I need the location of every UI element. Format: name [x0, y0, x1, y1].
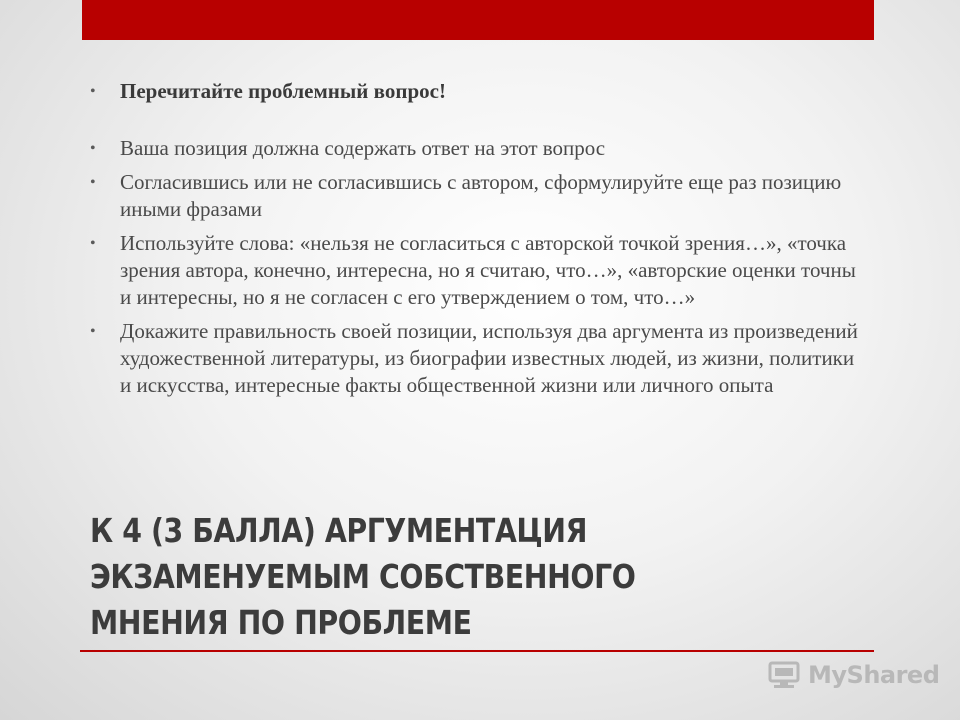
bullet-text: Ваша позиция должна содержать ответ на этот вопрос: [120, 136, 606, 160]
bullet-text: Докажите правильность своей позиции, используя два аргумента из произведений художественной литературы, из биографии известных людей, из жизни, политики и искусства, интересные факты общественной жизни или личного опыта: [120, 319, 858, 397]
myshared-logo-icon: [766, 657, 802, 693]
bullet-icon: •: [90, 83, 96, 100]
bullet-text: Используйте слова: «нельзя не согласиться с авторской точкой зрения…», «точка зрения автора, конечно, интересна, но я считаю, что…», «авторские оценки точны и интересны, но я не согласен с его утверждением о том, что…»: [120, 231, 856, 309]
list-item: [90, 230, 870, 311]
slide-title: К 4 (3 БАЛЛА) АРГУМЕНТАЦИЯ ЭКЗАМЕНУЕМЫМ СОБСТВЕННОГО МНЕНИЯ ПО ПРОБЛЕМЕ: [90, 511, 636, 642]
title-underline: [80, 650, 874, 652]
bullet-icon: •: [90, 235, 96, 252]
list-item: [90, 78, 870, 105]
bullet-text: Перечитайте проблемный вопрос!: [120, 79, 446, 103]
list-item: [90, 135, 870, 162]
bullet-text: Согласившись или не согласившись с автором, сформулируйте еще раз позицию иными фразами: [120, 170, 842, 221]
list-item: [90, 169, 870, 223]
myshared-watermark[interactable]: [766, 655, 939, 695]
bullet-icon: •: [90, 174, 96, 191]
bullet-icon: •: [90, 140, 96, 157]
top-accent-bar: [82, 0, 874, 40]
watermark-text: MyShared: [808, 661, 940, 689]
bullet-icon: •: [90, 323, 96, 340]
list-item: [90, 318, 870, 399]
bullet-list: [90, 78, 870, 406]
